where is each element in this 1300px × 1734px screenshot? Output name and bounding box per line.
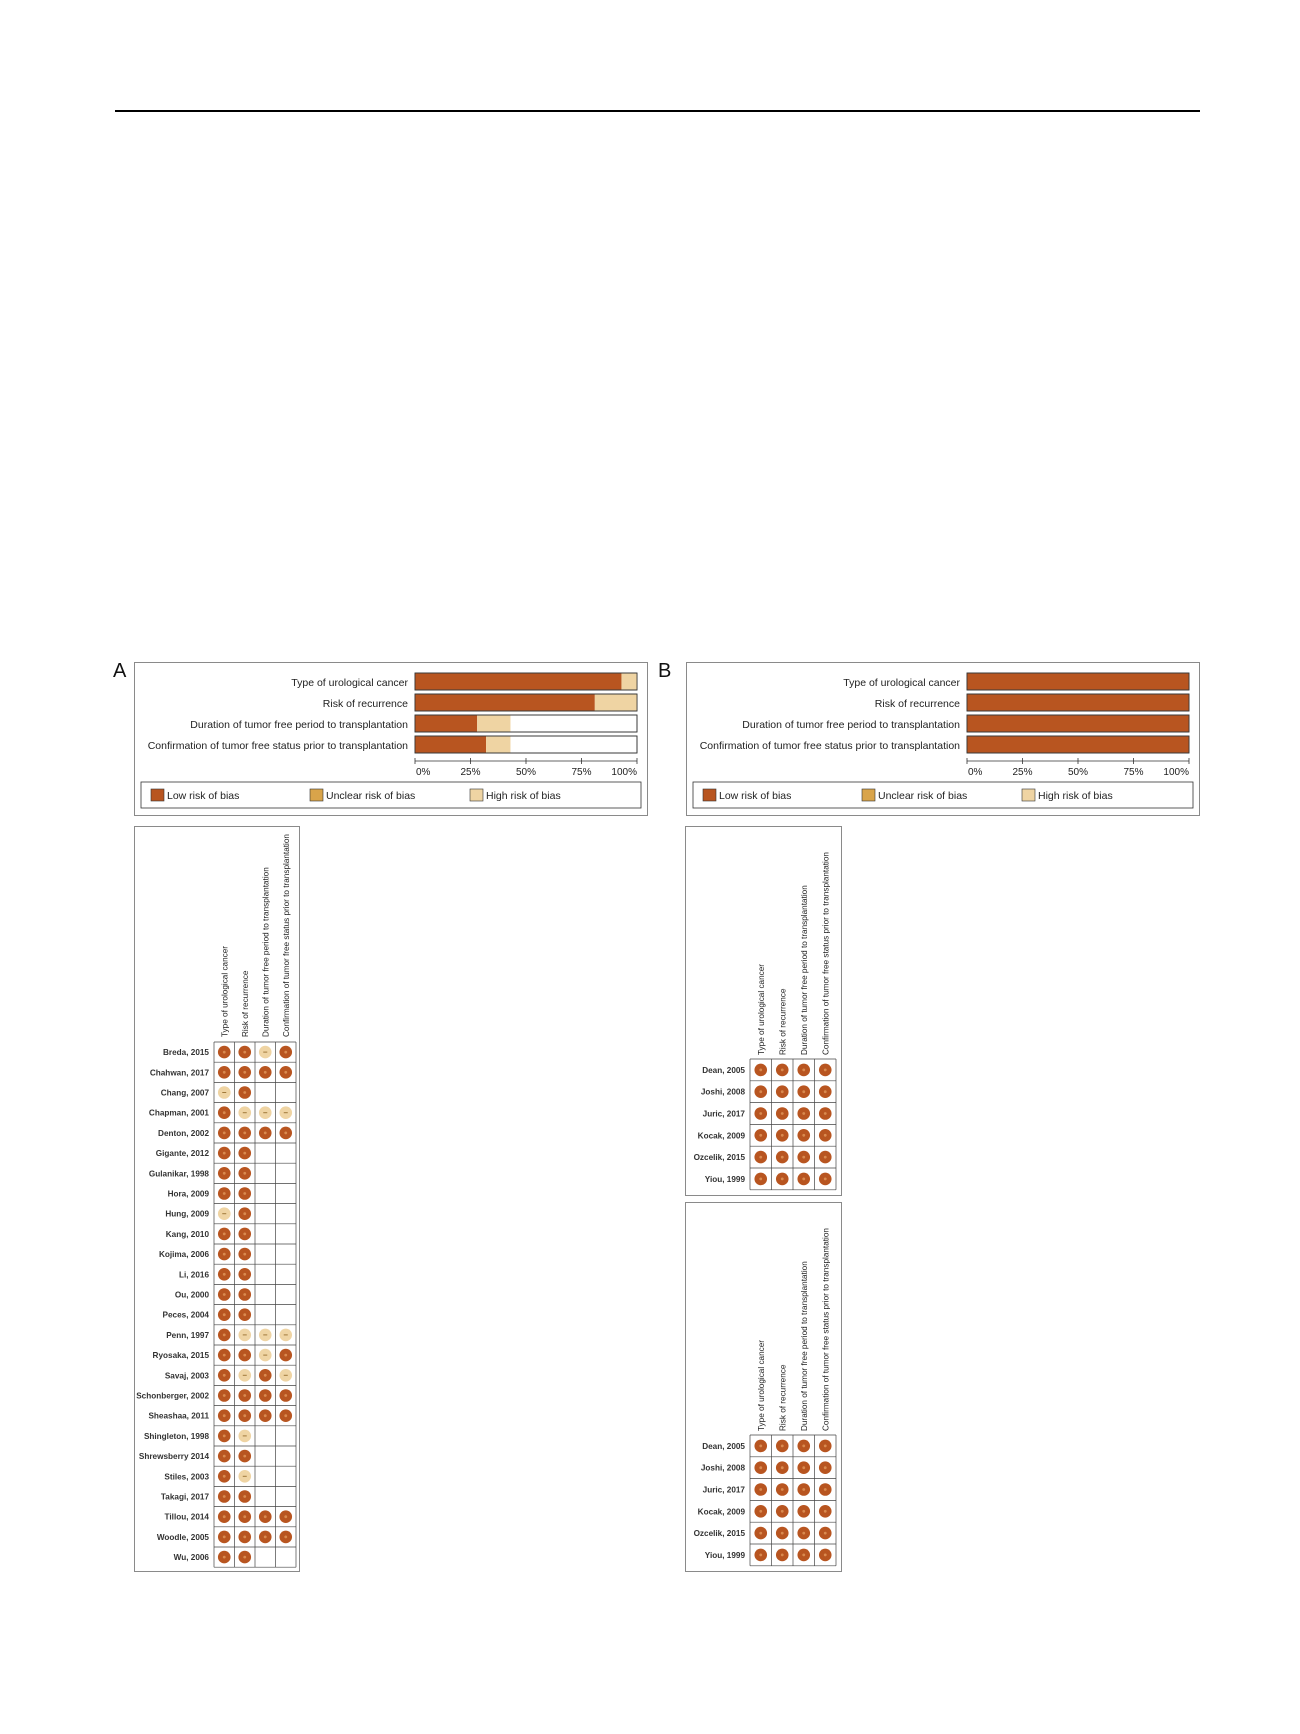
panel-a-column-header: Risk of recurrence xyxy=(240,970,250,1037)
panel-b-bottom-low-risk-dot-center xyxy=(759,1510,762,1513)
panel-b-category-label: Duration of tumor free period to transplantation xyxy=(742,719,960,731)
panel-a-low-risk-dot-center xyxy=(284,1414,287,1417)
panel-b-top-low-risk-dot-center xyxy=(802,1069,805,1072)
panel-a-bar-segment xyxy=(477,716,510,732)
panel-a-low-risk-dot-center xyxy=(223,1435,226,1438)
panel-a-study-label: Hung, 2009 xyxy=(165,1209,209,1219)
panel-b-top-low-risk-dot-center xyxy=(824,1178,827,1181)
panel-a-low-risk-dot-center xyxy=(284,1354,287,1357)
panel-b-x-tick-label: 25% xyxy=(1012,767,1033,778)
panel-a-bar-segment xyxy=(415,674,621,690)
panel-b-bottom-low-risk-dot-center xyxy=(802,1510,805,1513)
panel-b-top-low-risk-dot-center xyxy=(781,1134,784,1137)
panel-a-low-risk-dot-center xyxy=(223,1354,226,1357)
panel-a-summary-chart xyxy=(134,662,648,816)
panel-a-low-risk-dot-center xyxy=(264,1394,267,1397)
panel-a-low-risk-dot-center xyxy=(243,1051,246,1054)
panel-a-low-risk-dot-center xyxy=(243,1152,246,1155)
panel-a-low-risk-dot-center xyxy=(243,1455,246,1458)
panel-a-low-risk-dot-center xyxy=(284,1394,287,1397)
panel-a-low-risk-dot-center xyxy=(223,1071,226,1074)
panel-b-legend-swatch xyxy=(1022,789,1035,801)
panel-b-letter: B xyxy=(658,660,672,682)
panel-a-low-risk-dot-center xyxy=(223,1536,226,1539)
panel-b-bottom-low-risk-dot-center xyxy=(781,1554,784,1557)
panel-b-top-low-risk-dot-center xyxy=(824,1090,827,1093)
panel-b-bar-segment xyxy=(967,716,1189,732)
panel-a-low-risk-dot-center xyxy=(223,1394,226,1397)
panel-b-x-tick-label: 75% xyxy=(1123,767,1144,778)
panel-a-legend-swatch xyxy=(310,789,323,801)
panel-a-legend-label: Low risk of bias xyxy=(167,790,240,802)
panel-b-top-column-header: Confirmation of tumor free status prior to transplantation xyxy=(821,852,831,1055)
panel-a-study-label: Kojima, 2006 xyxy=(158,1250,209,1260)
panel-b-top-study-label: Juric, 2017 xyxy=(702,1109,745,1119)
panel-b-bottom-low-risk-dot-center xyxy=(802,1445,805,1448)
panel-a-bar-segment xyxy=(415,716,477,732)
panel-b-bottom-study-label: Dean, 2005 xyxy=(702,1441,745,1451)
panel-a-study-label: Shingleton, 1998 xyxy=(143,1431,209,1441)
panel-a-legend-swatch xyxy=(470,789,483,801)
panel-b-bottom-low-risk-dot-center xyxy=(802,1554,805,1557)
panel-a-bar-segment xyxy=(415,695,595,711)
panel-a-study-label: Li, 2016 xyxy=(178,1270,209,1280)
panel-b-grid-bottom-svg xyxy=(686,1203,841,1571)
panel-a-bar-segment xyxy=(486,737,510,753)
panel-a-low-risk-dot-center xyxy=(264,1515,267,1518)
panel-a-study-label: Sheashaa, 2011 xyxy=(148,1411,209,1421)
panel-b-top-low-risk-dot-center xyxy=(759,1090,762,1093)
panel-b-bottom-study-label: Ozcelik, 2015 xyxy=(693,1529,745,1539)
panel-b-bottom-low-risk-dot-center xyxy=(824,1554,827,1557)
panel-b-legend-label: High risk of bias xyxy=(1038,790,1113,802)
panel-a-low-risk-dot-center xyxy=(243,1273,246,1276)
panel-b-top-low-risk-dot-center xyxy=(824,1156,827,1159)
panel-a-low-risk-dot-center xyxy=(223,1556,226,1559)
panel-b-x-tick-label: 100% xyxy=(1163,767,1189,778)
panel-a-low-risk-dot-center xyxy=(243,1536,246,1539)
panel-a-bar-segment xyxy=(595,695,637,711)
panel-a-low-risk-dot-center xyxy=(264,1132,267,1135)
page-header-rule xyxy=(115,110,1200,112)
panel-a-low-risk-dot-center xyxy=(223,1233,226,1236)
panel-a-study-label: Chahwan, 2017 xyxy=(149,1068,209,1078)
panel-a-low-risk-dot-center xyxy=(243,1515,246,1518)
panel-a-study-label: Ou, 2000 xyxy=(174,1290,209,1300)
panel-b-bottom-column-header: Duration of tumor free period to transplantation xyxy=(799,1261,809,1431)
panel-b-top-low-risk-dot-center xyxy=(824,1069,827,1072)
panel-a-study-label: Stiles, 2003 xyxy=(164,1472,209,1482)
panel-b-bottom-low-risk-dot-center xyxy=(781,1510,784,1513)
panel-a-x-tick-label: 100% xyxy=(611,767,637,778)
panel-a-traffic-light-table xyxy=(134,826,300,1572)
panel-a-low-risk-dot-center xyxy=(243,1091,246,1094)
panel-b-top-low-risk-dot-center xyxy=(824,1112,827,1115)
panel-b-bar-segment xyxy=(967,695,1189,711)
panel-a-low-risk-dot-center xyxy=(223,1111,226,1114)
panel-b-top-study-label: Ozcelik, 2015 xyxy=(693,1153,745,1163)
panel-b-bottom-low-risk-dot-center xyxy=(759,1488,762,1491)
panel-b-legend-label: Low risk of bias xyxy=(719,790,792,802)
panel-a-low-risk-dot-center xyxy=(284,1536,287,1539)
panel-b-bar-segment xyxy=(967,674,1189,690)
panel-b-top-study-label: Yiou, 1999 xyxy=(704,1174,745,1184)
panel-b-bottom-column-header: Type of urological cancer xyxy=(756,1339,766,1431)
panel-b-bottom-low-risk-dot-center xyxy=(802,1466,805,1469)
panel-b-category-label: Confirmation of tumor free status prior to transplantation xyxy=(699,740,960,752)
panel-b-bottom-low-risk-dot-center xyxy=(759,1554,762,1557)
panel-a-legend-label: High risk of bias xyxy=(486,790,561,802)
panel-b-top-low-risk-dot-center xyxy=(802,1178,805,1181)
panel-a-low-risk-dot-center xyxy=(223,1172,226,1175)
panel-b-top-low-risk-dot-center xyxy=(781,1156,784,1159)
panel-b-top-low-risk-dot-center xyxy=(781,1069,784,1072)
panel-b-bar-segment xyxy=(967,737,1189,753)
panel-a-low-risk-dot-center xyxy=(223,1192,226,1195)
panel-a-low-risk-dot-center xyxy=(223,1051,226,1054)
panel-a-low-risk-dot-center xyxy=(223,1495,226,1498)
panel-a-grid-svg xyxy=(135,827,299,1571)
panel-b-top-column-header: Type of urological cancer xyxy=(756,963,766,1055)
panel-a-study-label: Breda, 2015 xyxy=(163,1048,209,1058)
panel-a-bar-segment xyxy=(621,674,637,690)
panel-b-legend-label: Unclear risk of bias xyxy=(878,790,968,802)
panel-a-low-risk-dot-center xyxy=(223,1475,226,1478)
panel-b-bottom-column-header: Confirmation of tumor free status prior to transplantation xyxy=(821,1228,831,1431)
panel-b-top-low-risk-dot-center xyxy=(759,1156,762,1159)
panel-a-low-risk-dot-center xyxy=(223,1374,226,1377)
panel-b-top-column-header: Duration of tumor free period to transplantation xyxy=(799,885,809,1055)
panel-a-low-risk-dot-center xyxy=(243,1293,246,1296)
panel-a-legend-label: Unclear risk of bias xyxy=(326,790,416,802)
panel-a-low-risk-dot-center xyxy=(223,1313,226,1316)
panel-b-bottom-low-risk-dot-center xyxy=(824,1532,827,1535)
panel-a-study-label: Gulanikar, 1998 xyxy=(148,1169,209,1179)
panel-a-column-header: Duration of tumor free period to transplantation xyxy=(261,867,271,1037)
panel-b-legend-swatch xyxy=(703,789,716,801)
panel-a-category-label: Risk of recurrence xyxy=(322,698,408,710)
panel-a-study-label: Penn, 1997 xyxy=(166,1330,209,1340)
panel-b-summary-svg xyxy=(687,663,1199,815)
panel-a-low-risk-dot-center xyxy=(243,1313,246,1316)
panel-b-top-low-risk-dot-center xyxy=(759,1069,762,1072)
panel-b-bottom-low-risk-dot-center xyxy=(781,1466,784,1469)
panel-b-top-low-risk-dot-center xyxy=(781,1178,784,1181)
panel-a-letter: A xyxy=(113,660,127,682)
panel-b-top-low-risk-dot-center xyxy=(802,1112,805,1115)
panel-a-low-risk-dot-center xyxy=(243,1253,246,1256)
panel-a-low-risk-dot-center xyxy=(223,1152,226,1155)
panel-b-bottom-low-risk-dot-center xyxy=(759,1445,762,1448)
panel-b-legend-swatch xyxy=(862,789,875,801)
panel-a-low-risk-dot-center xyxy=(243,1071,246,1074)
panel-b-bottom-low-risk-dot-center xyxy=(759,1532,762,1535)
panel-a-low-risk-dot-center xyxy=(243,1233,246,1236)
panel-b-top-study-label: Dean, 2005 xyxy=(702,1065,745,1075)
panel-b-traffic-light-table-top xyxy=(685,826,842,1196)
panel-a-study-label: Chang, 2007 xyxy=(160,1088,209,1098)
panel-a-low-risk-dot-center xyxy=(243,1354,246,1357)
panel-b-bottom-low-risk-dot-center xyxy=(781,1445,784,1448)
panel-a-x-tick-label: 0% xyxy=(416,767,431,778)
panel-a-low-risk-dot-center xyxy=(284,1132,287,1135)
panel-a-low-risk-dot-center xyxy=(264,1536,267,1539)
panel-a-low-risk-dot-center xyxy=(223,1132,226,1135)
panel-b-top-study-label: Kocak, 2009 xyxy=(697,1131,745,1141)
panel-b-bottom-low-risk-dot-center xyxy=(802,1488,805,1491)
panel-b-bottom-study-label: Yiou, 1999 xyxy=(704,1550,745,1560)
panel-a-low-risk-dot-center xyxy=(243,1172,246,1175)
panel-b-bottom-study-label: Joshi, 2008 xyxy=(700,1463,745,1473)
panel-a-column-header: Type of urological cancer xyxy=(220,945,230,1037)
panel-a-column-header: Confirmation of tumor free status prior to transplantation xyxy=(281,834,291,1037)
panel-a-study-label: Chapman, 2001 xyxy=(148,1108,209,1118)
panel-a-low-risk-dot-center xyxy=(243,1212,246,1215)
panel-b-bottom-study-label: Juric, 2017 xyxy=(702,1485,745,1495)
panel-b-x-tick-label: 0% xyxy=(968,767,983,778)
panel-a-low-risk-dot-center xyxy=(243,1394,246,1397)
panel-a-study-label: Schonberger, 2002 xyxy=(136,1391,209,1401)
panel-a-x-tick-label: 50% xyxy=(515,767,537,778)
panel-a-low-risk-dot-center xyxy=(243,1495,246,1498)
panel-a-low-risk-dot-center xyxy=(284,1515,287,1518)
panel-b-category-label: Type of urological cancer xyxy=(843,677,960,689)
panel-b-bottom-low-risk-dot-center xyxy=(802,1532,805,1535)
panel-a-low-risk-dot-center xyxy=(243,1414,246,1417)
panel-b-grid-top-svg xyxy=(686,827,841,1195)
panel-b-bottom-low-risk-dot-center xyxy=(824,1445,827,1448)
panel-a-low-risk-dot-center xyxy=(223,1515,226,1518)
panel-b-top-low-risk-dot-center xyxy=(802,1156,805,1159)
panel-a-study-label: Kang, 2010 xyxy=(165,1229,209,1239)
panel-a-category-label: Type of urological cancer xyxy=(291,677,408,689)
panel-a-low-risk-dot-center xyxy=(284,1071,287,1074)
panel-b-top-low-risk-dot-center xyxy=(759,1112,762,1115)
panel-a-low-risk-dot-center xyxy=(264,1374,267,1377)
panel-b-top-study-label: Joshi, 2008 xyxy=(700,1087,745,1097)
panel-a-study-label: Denton, 2002 xyxy=(158,1128,209,1138)
panel-b-top-low-risk-dot-center xyxy=(824,1134,827,1137)
panel-a-low-risk-dot-center xyxy=(243,1556,246,1559)
panel-a-study-label: Tillou, 2014 xyxy=(164,1512,209,1522)
panel-a-study-label: Hora, 2009 xyxy=(167,1189,209,1199)
panel-b-bottom-low-risk-dot-center xyxy=(824,1488,827,1491)
panel-b-bottom-low-risk-dot-center xyxy=(759,1466,762,1469)
panel-b-bottom-low-risk-dot-center xyxy=(781,1532,784,1535)
panel-a-low-risk-dot-center xyxy=(223,1273,226,1276)
panel-a-study-label: Ryosaka, 2015 xyxy=(152,1351,209,1361)
panel-a-x-tick-label: 75% xyxy=(571,767,592,778)
panel-b-top-low-risk-dot-center xyxy=(802,1134,805,1137)
panel-a-low-risk-dot-center xyxy=(223,1414,226,1417)
panel-a-summary-svg xyxy=(135,663,647,815)
panel-a-bar-segment xyxy=(415,737,486,753)
panel-a-low-risk-dot-center xyxy=(223,1455,226,1458)
panel-a-low-risk-dot-center xyxy=(264,1071,267,1074)
panel-b-category-label: Risk of recurrence xyxy=(874,698,960,710)
panel-b-bottom-low-risk-dot-center xyxy=(781,1488,784,1491)
panel-a-study-label: Peces, 2004 xyxy=(162,1310,209,1320)
panel-b-top-low-risk-dot-center xyxy=(759,1134,762,1137)
panel-b-bottom-low-risk-dot-center xyxy=(824,1510,827,1513)
panel-a-low-risk-dot-center xyxy=(223,1253,226,1256)
panel-b-summary-chart xyxy=(686,662,1200,816)
panel-a-study-label: Woodle, 2005 xyxy=(156,1532,209,1542)
panel-b-x-tick-label: 50% xyxy=(1067,767,1089,778)
panel-a-study-label: Savaj, 2003 xyxy=(164,1371,209,1381)
panel-a-category-label: Duration of tumor free period to transplantation xyxy=(190,719,408,731)
panel-a-low-risk-dot-center xyxy=(223,1293,226,1296)
panel-a-low-risk-dot-center xyxy=(223,1334,226,1337)
panel-b-traffic-light-table-bottom xyxy=(685,1202,842,1572)
panel-b-bottom-study-label: Kocak, 2009 xyxy=(697,1507,745,1517)
panel-b-top-low-risk-dot-center xyxy=(759,1178,762,1181)
panel-a-study-label: Shrewsberry 2014 xyxy=(138,1452,209,1462)
panel-b-bottom-column-header: Risk of recurrence xyxy=(778,1364,788,1431)
panel-b-bottom-low-risk-dot-center xyxy=(824,1466,827,1469)
panel-a-x-tick-label: 25% xyxy=(460,767,481,778)
panel-a-low-risk-dot-center xyxy=(264,1414,267,1417)
panel-b-top-column-header: Risk of recurrence xyxy=(778,988,788,1055)
panel-a-low-risk-dot-center xyxy=(284,1051,287,1054)
panel-a-study-label: Wu, 2006 xyxy=(173,1553,209,1563)
panel-b-top-low-risk-dot-center xyxy=(781,1090,784,1093)
panel-b-top-low-risk-dot-center xyxy=(802,1090,805,1093)
panel-b-top-low-risk-dot-center xyxy=(781,1112,784,1115)
panel-a-legend-swatch xyxy=(151,789,164,801)
panel-a-low-risk-dot-center xyxy=(243,1132,246,1135)
panel-a-low-risk-dot-center xyxy=(243,1192,246,1195)
panel-a-study-label: Takagi, 2017 xyxy=(160,1492,209,1502)
panel-a-category-label: Confirmation of tumor free status prior to transplantation xyxy=(147,740,408,752)
panel-a-study-label: Gigante, 2012 xyxy=(155,1149,209,1159)
